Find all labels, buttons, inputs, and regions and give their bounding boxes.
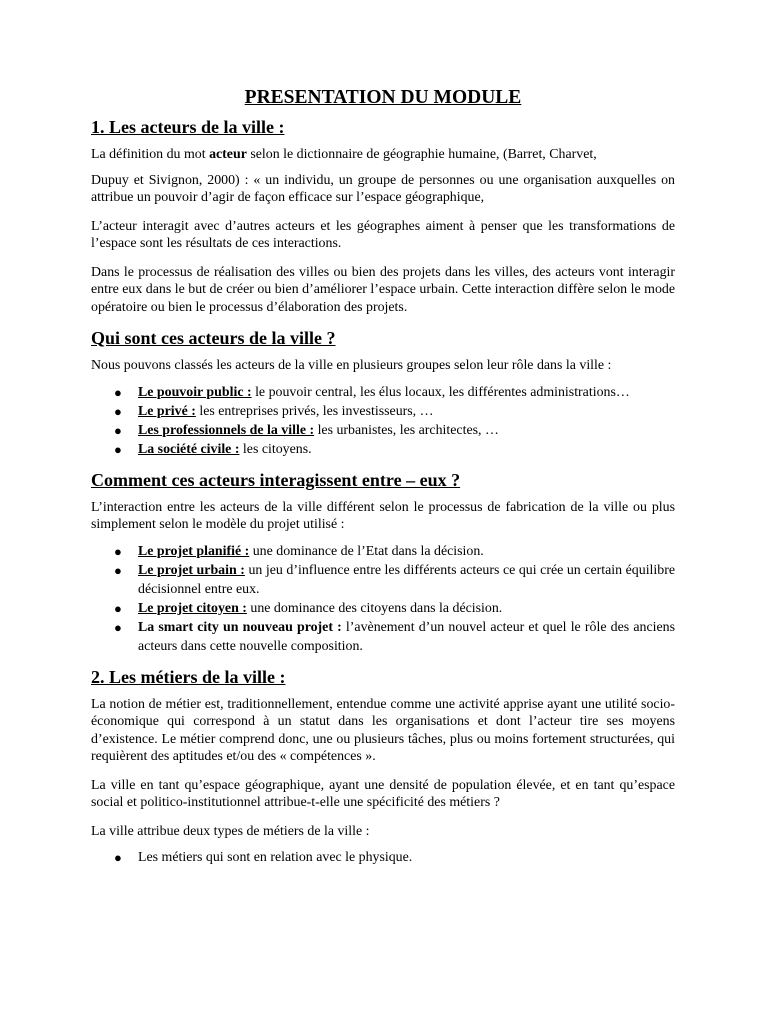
list-term: Le projet citoyen : xyxy=(138,600,247,616)
list-term: Les professionnels de la ville : xyxy=(138,422,315,438)
list-item xyxy=(91,599,675,618)
list-text: le pouvoir central, les élus locaux, les différentes administrations… xyxy=(251,384,630,400)
list-text: une dominance des citoyens dans la décision. xyxy=(246,600,503,616)
who-intro: Nous pouvons classés les acteurs de la ville en plusieurs groupes selon leur rôle dans la ville : xyxy=(91,358,612,373)
list-item xyxy=(91,383,675,402)
list-text: un jeu d’influence entre les différents acteurs ce qui crée un certain équilibre décisionnel entre eux. xyxy=(138,562,676,597)
bullet-icon: ● xyxy=(114,403,122,419)
list-term: Le pouvoir public : xyxy=(138,384,252,400)
list-item xyxy=(91,440,675,459)
metiers-list xyxy=(91,848,675,867)
list-item xyxy=(91,618,675,656)
list-term: La société civile : xyxy=(138,441,240,457)
bullet-icon: ● xyxy=(114,850,122,865)
paragraph-metier: La notion de métier est, traditionnellement, entendue comme une activité apprise ayant une utilité socio-économique qui correspond à un statut dans les organisations et dont l’acteur tire ses moyens d’existence. Le métier comprend donc, une ou plusieurs tâches, plus ou moins fortement structurées, qui requièrent des aptitudes et/ou des « compétences ». xyxy=(91,696,675,764)
paragraph-definition xyxy=(91,146,675,164)
list-text: les citoyens. xyxy=(239,441,312,457)
list-item xyxy=(91,848,675,867)
list-item xyxy=(91,421,675,440)
bullet-icon: ● xyxy=(114,422,122,438)
list-item xyxy=(91,561,675,599)
list-text: les urbanistes, les architectes, … xyxy=(314,422,499,438)
page-title: PRESENTATION DU MODULE xyxy=(244,87,522,108)
paragraph-interaction: L’acteur interagit avec d’autres acteurs et les géographes aiment à penser que les transformations de l’espace sont les résultats de ces interactions. xyxy=(91,218,675,251)
projects-list xyxy=(91,542,675,656)
bullet-icon: ● xyxy=(114,441,122,457)
list-term: Le privé : xyxy=(138,403,196,419)
list-text: les entreprises privés, les investisseurs, … xyxy=(195,403,434,419)
paragraph-process: Dans le processus de réalisation des villes ou bien des projets dans les villes, des acteurs vont interagir entre eux dans le but de créer ou bien d’améliorer l’espace urbain. Cette interaction diffère selon le mode opératoire ou bien le processus d’élaboration des projets. xyxy=(91,264,675,315)
section-2-heading: 2. Les métiers de la ville : xyxy=(91,666,286,687)
how-intro: L’interaction entre les acteurs de la ville différent selon le processus de fabrication de la ville ou plus simplement selon le modèle du projet utilisé : xyxy=(91,499,675,532)
bold-term: acteur xyxy=(209,147,247,162)
paragraph-definition-quote: Dupuy et Sivignon, 2000) : « un individu, un groupe de personnes ou une organisation auxquelles on attribue un pouvoir d’agir de façon efficace sur l’espace géographique, xyxy=(91,172,675,205)
text: selon le dictionnaire de géographie humaine, (Barret, Charvet, xyxy=(246,147,597,162)
bullet-icon: ● xyxy=(114,562,122,578)
bullet-icon: ● xyxy=(114,619,122,635)
paragraph-question: La ville en tant qu’espace géographique, ayant une densité de population élevée, et en tant qu’espace social et politico-institutionnel attribue-t-elle une spécificité des métiers ? xyxy=(91,777,675,810)
paragraph-types: La ville attribue deux types de métiers de la ville : xyxy=(91,823,370,839)
text: La définition du mot xyxy=(91,147,210,162)
list-term: La smart city un nouveau projet : xyxy=(138,619,342,635)
bullet-icon: ● xyxy=(114,543,122,559)
list-text: Les métiers qui sont en relation avec le physique. xyxy=(138,850,413,865)
list-item xyxy=(91,542,675,561)
list-text: l’avènement d’un nouvel acteur et quel le rôle des anciens acteurs dans cette nouvelle composition. xyxy=(138,619,675,654)
how-heading: Comment ces acteurs interagissent entre – eux ? xyxy=(91,469,461,490)
bullet-icon: ● xyxy=(114,384,122,400)
section-1-heading: 1. Les acteurs de la ville : xyxy=(91,117,285,137)
actors-list xyxy=(91,383,675,459)
list-term: Le projet urbain : xyxy=(138,562,245,578)
document-content xyxy=(91,86,675,877)
list-text: une dominance de l’Etat dans la décision. xyxy=(249,543,484,559)
list-term: Le projet planifié : xyxy=(138,543,250,559)
who-heading: Qui sont ces acteurs de la ville ? xyxy=(91,328,336,348)
list-item xyxy=(91,402,675,421)
bullet-icon: ● xyxy=(114,600,122,616)
